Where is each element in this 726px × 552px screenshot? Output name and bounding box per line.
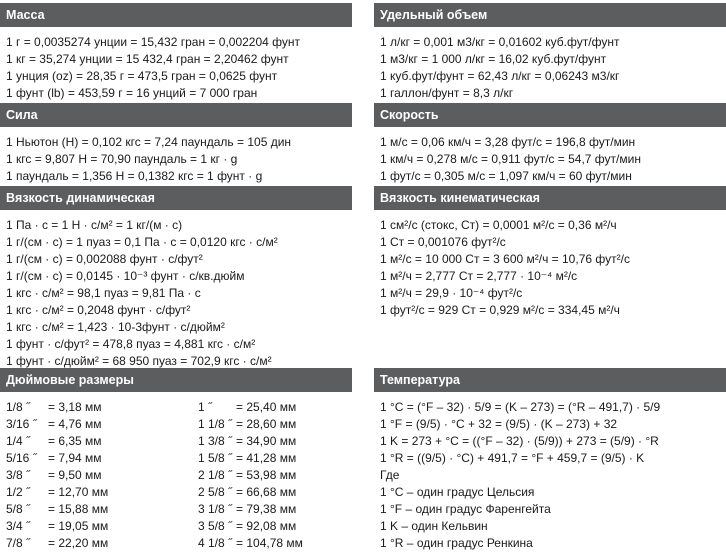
text-line: 1 фунт (lb) = 453,59 г = 16 унций = 7 000 гран	[6, 86, 258, 100]
mm-value: = 9,50 мм	[48, 468, 102, 482]
text-line: 1 куб.фут/фунт = 62,43 л/кг = 0,06243 м3/кг	[380, 69, 620, 83]
mm-value: = 79,38 мм	[236, 502, 297, 516]
text-line: 1 г = 0,0035274 унции = 15,432 гран = 0,002204 фунт	[6, 35, 301, 49]
text-line: 1 м3/кг = 1 000 л/кг = 16,02 куб.фут/фунт	[380, 52, 607, 66]
text-line: 1 кг = 35,274 унции = 15 432,4 гран = 2,20462 фунт	[6, 52, 289, 66]
inch-value: 1/2 ˝	[6, 485, 31, 499]
section-body	[374, 27, 726, 102]
section-header: Дюймовые размеры	[0, 368, 352, 392]
table-row	[6, 467, 352, 484]
section-header: Скорость	[374, 103, 726, 127]
mm-value: = 3,18 мм	[48, 400, 102, 414]
inch-value: 1 5/8 ˝	[198, 451, 233, 465]
section-header: Вязкость кинематическая	[374, 186, 726, 210]
inch-table	[6, 399, 352, 552]
text-line: 1 °C – один градус Цельсия	[380, 485, 535, 499]
section-body	[0, 210, 352, 370]
inch-value: 3/8 ˝	[6, 468, 31, 482]
mm-value: = 6,35 мм	[48, 434, 102, 448]
mm-value: = 7,94 мм	[48, 451, 102, 465]
text-line: 1 °R = ((9/5) · °C) + 491,7 = °F + 459,7 = (9/5) · K	[380, 451, 645, 465]
mm-value: = 66,68 мм	[236, 485, 297, 499]
inch-value: 1 3/8 ˝	[198, 434, 233, 448]
text-line: 1 фунт · с/дюйм² = 68 950 пуаз = 702,9 кгс · с/м²	[6, 354, 272, 368]
section-force	[0, 103, 352, 185]
section-body	[0, 392, 352, 552]
mm-value: = 104,78 мм	[236, 536, 303, 550]
text-line: 1 м/с = 0,06 км/ч = 3,28 фут/с = 196,8 фут/мин	[380, 135, 636, 149]
text-line: 1 °F = (9/5) · °C + 32 = (9/5) · (K – 273) + 32	[380, 417, 618, 431]
text-line: 1 Ст = 0,001076 фут²/с	[380, 235, 506, 249]
inch-value: 2 1/8 ˝	[198, 468, 233, 482]
text-line: 1 °C = (°F – 32) · 5/9 = (K – 273) = (°R – 491,7) · 5/9	[380, 400, 661, 414]
table-row	[6, 416, 352, 433]
section-dynamic-viscosity	[0, 186, 352, 370]
text-line: 1 фут²/с = 929 Ст = 0,929 м²/с = 334,45 м²/ч	[380, 303, 620, 317]
section-body	[0, 127, 352, 185]
text-line: 1 см²/с (стокс, Ст) = 0,0001 м²/с = 0,36 м²/ч	[380, 218, 617, 232]
table-row	[6, 518, 352, 535]
text-line: 1 км/ч = 0,278 м/с = 0,911 фут/с = 54,7 фут/мин	[380, 152, 641, 166]
text-line: 1 г/(см · с) = 1 пуаз = 0,1 Па · с = 0,0120 кгс · с/м²	[6, 235, 278, 249]
text-line: 1 кгс · с/м² = 0,2048 фунт · с/фут²	[6, 303, 191, 317]
section-speed	[374, 103, 726, 185]
text-line: 1 г/(см · с) = 0,002088 фунт · с/фут²	[6, 252, 203, 266]
mm-value: = 41,28 мм	[236, 451, 297, 465]
table-row	[6, 501, 352, 518]
inch-value: 1/8 ˝	[6, 400, 31, 414]
text-line: 1 галлон/фунт = 8,3 л/кг	[380, 86, 514, 100]
table-row	[6, 484, 352, 501]
section-mass	[0, 3, 352, 102]
section-body	[0, 27, 352, 102]
section-header: Удельный объем	[374, 3, 726, 27]
section-body	[374, 127, 726, 185]
mm-value: = 19,05 мм	[48, 519, 109, 533]
text-line: 1 паундаль = 1,356 Н = 0,1382 кгс = 1 фунт · g	[6, 169, 263, 183]
text-line: 1 м²/ч = 29,9 · 10⁻⁴ фут²/с	[380, 286, 523, 300]
mm-value: = 34,90 мм	[236, 434, 297, 448]
inch-value: 3/16 ˝	[6, 417, 37, 431]
section-header: Сила	[0, 103, 352, 127]
section-kinematic-viscosity	[374, 186, 726, 319]
text-line: 1 л/кг = 0,001 м3/кг = 0,01602 куб.фут/фунт	[380, 35, 620, 49]
table-row	[6, 433, 352, 450]
section-temperature	[374, 368, 726, 552]
text-line: 1 г/(см · с) = 0,0145 · 10⁻³ фунт · с/кв.дюйм	[6, 269, 245, 283]
text-line: 1 кгс · с/м² = 1,423 · 10-3фунт · с/дюйм²	[6, 320, 225, 334]
table-row	[6, 450, 352, 467]
mm-value: = 12,70 мм	[48, 485, 109, 499]
inch-value: 5/8 ˝	[6, 502, 31, 516]
mm-value: = 4,76 мм	[48, 417, 102, 431]
section-header: Вязкость динамическая	[0, 186, 352, 210]
section-header: Температура	[374, 368, 726, 392]
text-line: 1 фунт · с/фут² = 478,8 пуаз = 4,881 кгс · с/м²	[6, 337, 256, 351]
section-header: Масса	[0, 3, 352, 27]
text-line: 1 °F – один градус Фаренгейта	[380, 502, 551, 516]
text-line: 1 кгс = 9,807 Н = 70,90 паундаль = 1 кг · g	[6, 152, 238, 166]
mm-value: = 92,08 мм	[236, 519, 297, 533]
text-line: 1 Па · с = 1 Н · с/м² = 1 кг/(м · с)	[6, 218, 183, 232]
table-row	[6, 399, 352, 416]
mm-value: = 28,60 мм	[236, 417, 297, 431]
inch-value: 1 ˝	[198, 400, 213, 414]
text-line: 1 унция (oz) = 28,35 г = 473,5 гран = 0,0625 фунт	[6, 69, 278, 83]
inch-value: 7/8 ˝	[6, 536, 31, 550]
text-line: 1 кгс · с/м² = 98,1 пуаз = 9,81 Па · с	[6, 286, 201, 300]
mm-value: = 22,20 мм	[48, 536, 109, 550]
inch-value: 3 5/8 ˝	[198, 519, 233, 533]
text-line: 1 K – один Кельвин	[380, 519, 488, 533]
text-line: 1 °R – один градус Ренкина	[380, 536, 533, 550]
inch-value: 4 1/8 ˝	[198, 536, 233, 550]
text-line: 1 м²/ч = 2,777 Ст = 2,777 · 10⁻⁴ м²/с	[380, 269, 578, 283]
inch-value: 5/16 ˝	[6, 451, 37, 465]
section-inch-sizes	[0, 368, 352, 552]
mm-value: = 25,40 мм	[236, 400, 297, 414]
text-line: 1 м²/с = 10 000 Ст = 3 600 м²/ч = 10,76 фут²/с	[380, 252, 630, 266]
text-line: 1 K = 273 + °C = ((°F – 32) · (5/9)) + 273 = (5/9) · °R	[380, 434, 659, 448]
inch-value: 3/4 ˝	[6, 519, 31, 533]
inch-value: 2 5/8 ˝	[198, 485, 233, 499]
text-line: 1 фут/с = 0,305 м/с = 1,097 км/ч = 60 фут/мин	[380, 169, 632, 183]
inch-value: 3 1/8 ˝	[198, 502, 233, 516]
inch-value: 1 1/8 ˝	[198, 417, 233, 431]
text-line: 1 Ньютон (Н) = 0,102 кгс = 7,24 паундаль = 105 дин	[6, 135, 292, 149]
section-body	[374, 392, 726, 552]
section-specific-volume	[374, 3, 726, 102]
mm-value: = 53,98 мм	[236, 468, 297, 482]
inch-value: 1/4 ˝	[6, 434, 31, 448]
text-line: Где	[380, 468, 400, 482]
section-body	[374, 210, 726, 319]
mm-value: = 15,88 мм	[48, 502, 109, 516]
